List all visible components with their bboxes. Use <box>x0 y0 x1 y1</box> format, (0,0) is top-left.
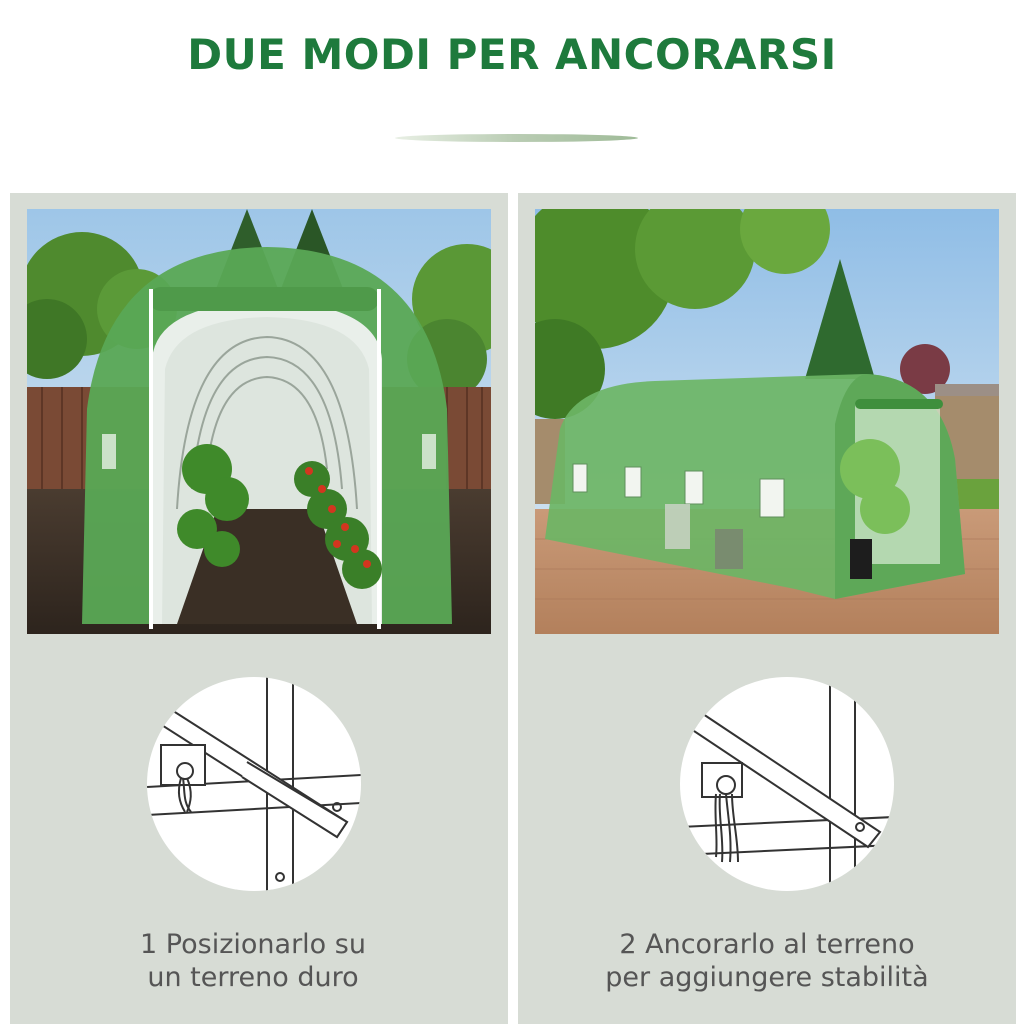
ground-peg-diagram <box>147 677 361 891</box>
caption-method-1 <box>23 928 483 994</box>
title-divider <box>395 134 638 142</box>
caption-line-2: per aggiungere stabilità <box>605 962 929 993</box>
caption-line-1: 1 Posizionarlo su <box>140 929 366 960</box>
caption-line-2: un terreno duro <box>147 962 359 993</box>
anchor-method-panel-1 <box>10 193 508 1024</box>
greenhouse-side-photo <box>535 209 999 634</box>
anchor-method-panel-2 <box>518 193 1016 1024</box>
caption-method-2 <box>537 928 997 994</box>
greenhouse-front-photo <box>27 209 491 634</box>
rope-stake-diagram <box>680 677 894 891</box>
caption-line-1: 2 Ancorarlo al terreno <box>619 929 915 960</box>
page-title: DUE MODI PER ANCORARSI <box>187 30 837 79</box>
